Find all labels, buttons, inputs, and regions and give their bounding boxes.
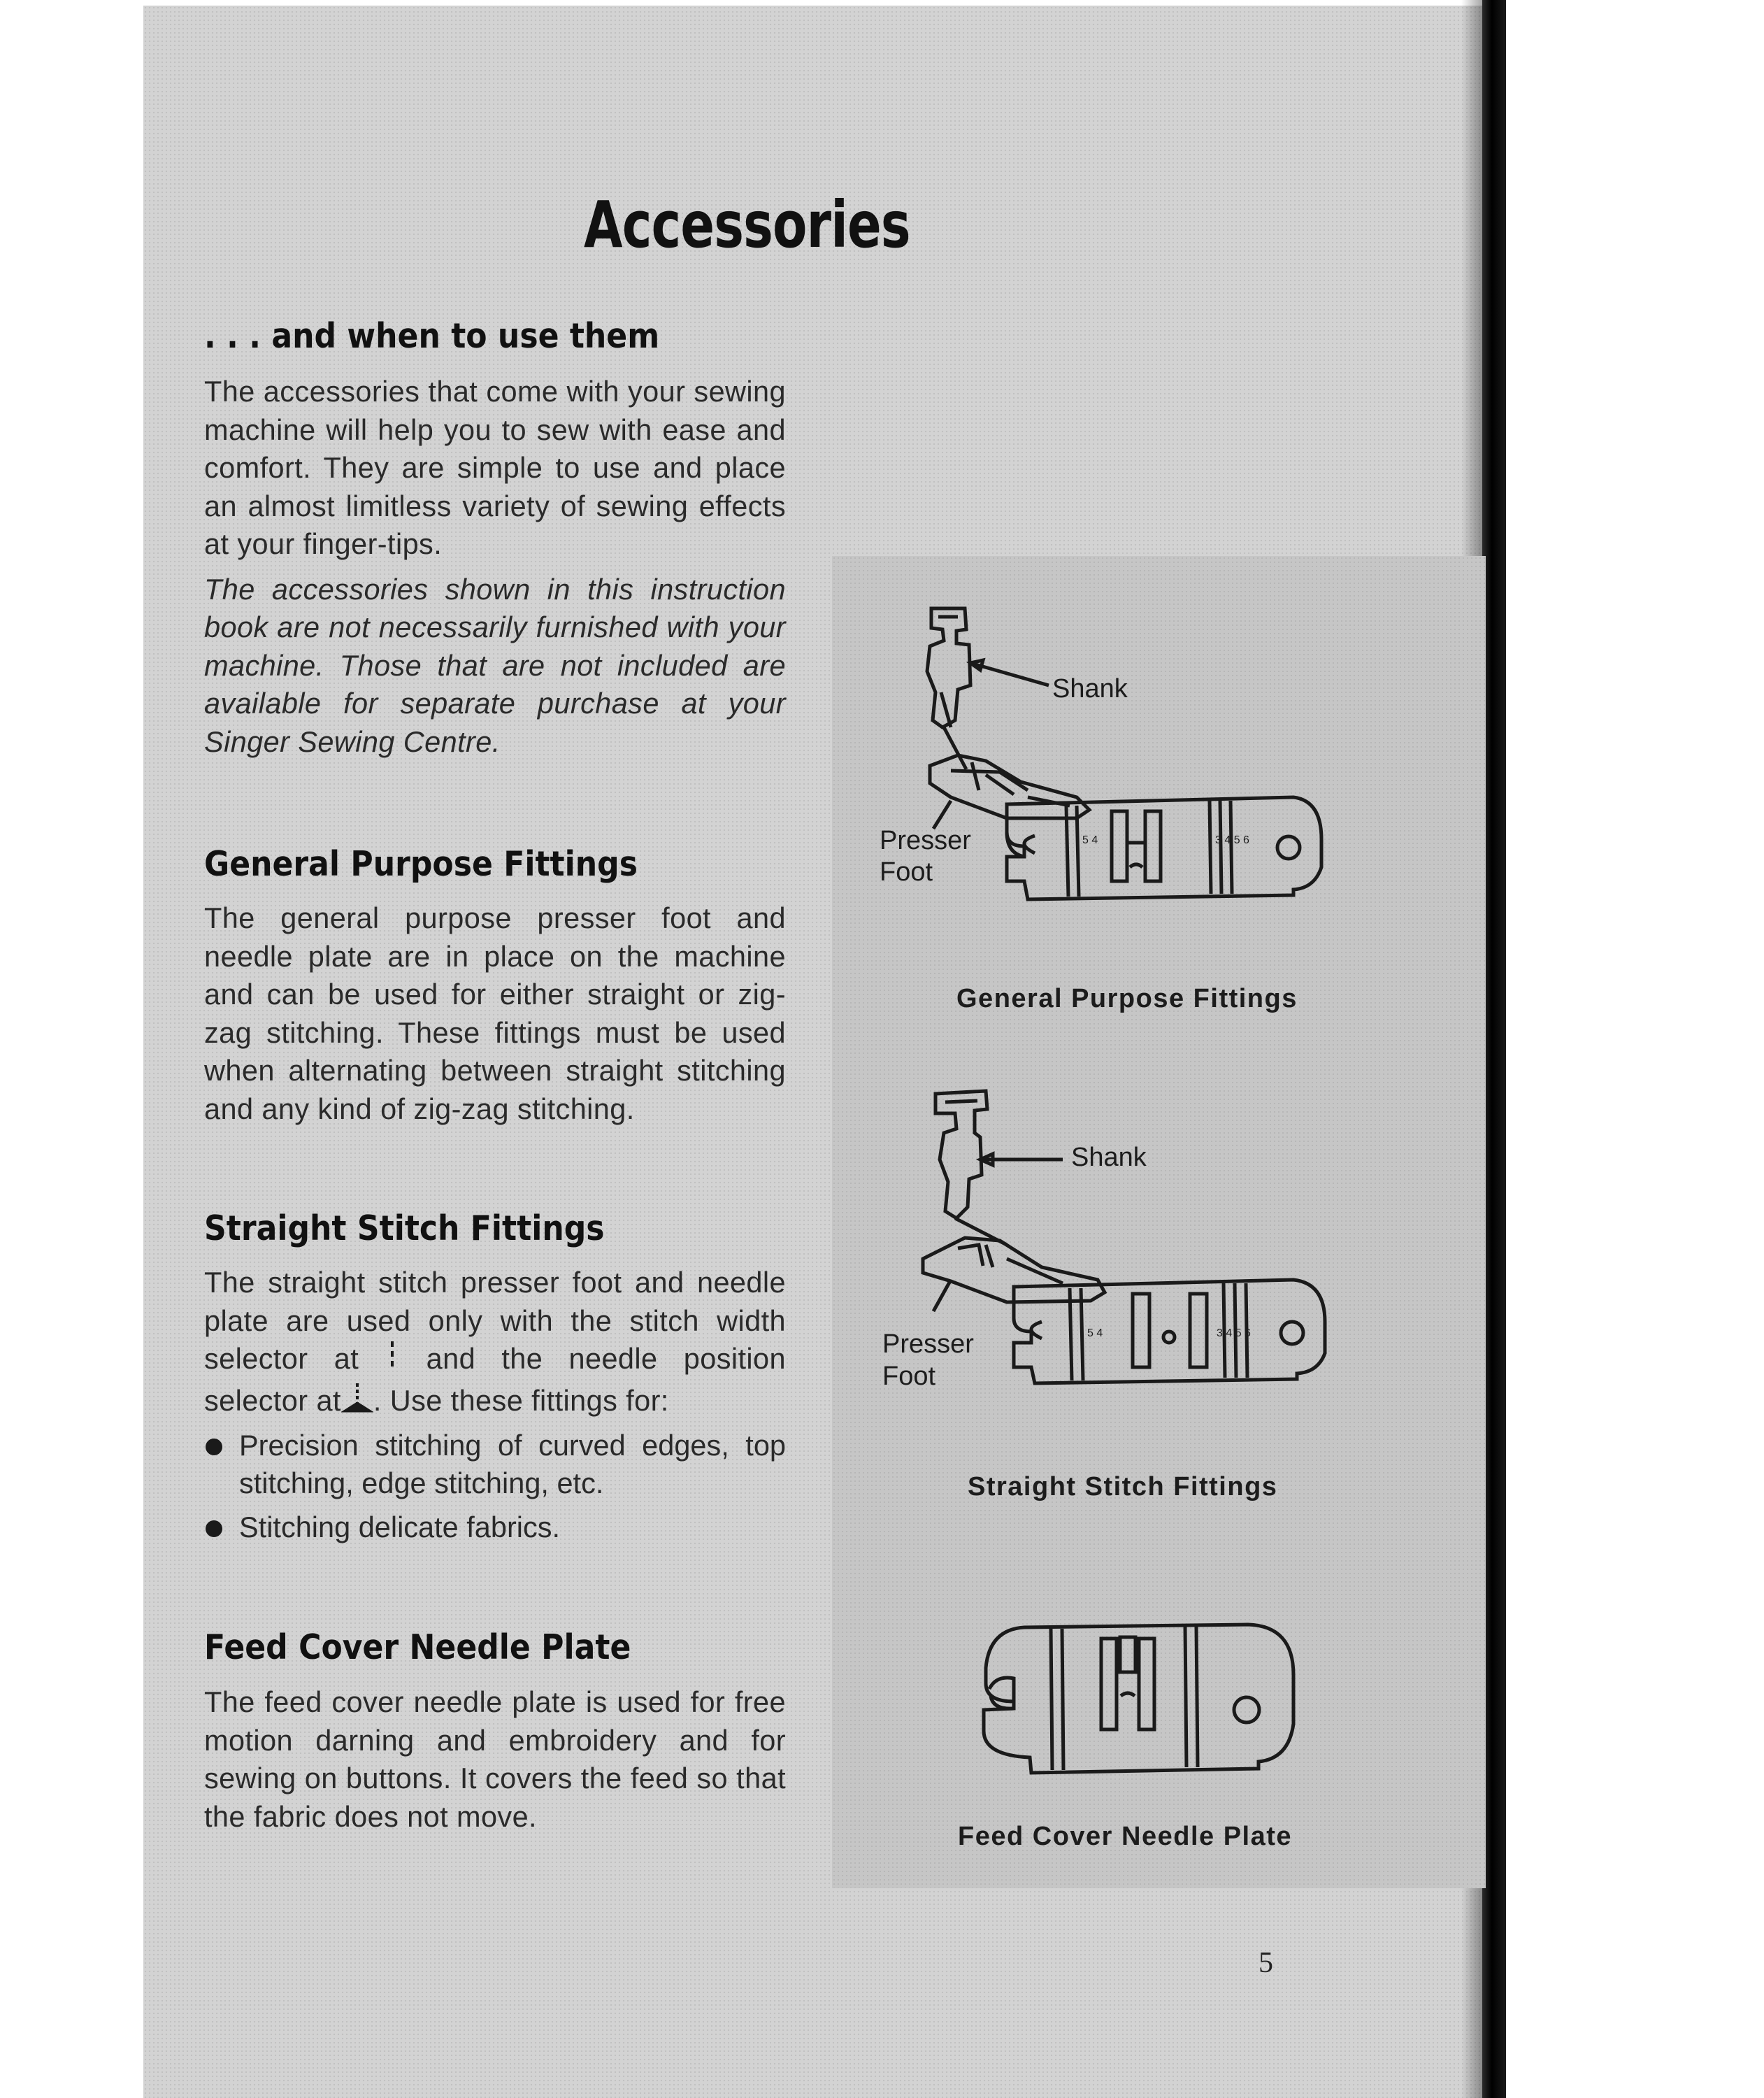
plate-marks-right: 3 4 5 6 — [1215, 834, 1249, 846]
intro-paragraph: The accessories that come with your sewing machine will help you to sew with ease and comfort. They are simple to use and place an almost limitless variety of sewing effects at your finger-tips. — [204, 375, 786, 560]
shank-drawing — [927, 608, 970, 769]
needle-center-position-icon — [341, 1382, 373, 1424]
feed-heading: Feed Cover Needle Plate — [204, 1627, 631, 1667]
plate-marks-right: 3 4 5 6 — [1217, 1327, 1251, 1339]
straight-uses-list — [204, 1427, 786, 1547]
presser-leader — [933, 801, 951, 829]
feed-paragraph: The feed cover needle plate is used for free motion darning and embroidery and for sewing on buttons. It covers the feed so that the fabric does not move. — [204, 1685, 786, 1833]
intro-heading: . . . and when to use them — [204, 316, 660, 356]
foot-label: Foot — [880, 857, 933, 887]
page-title: Accessories — [584, 187, 910, 262]
intro-note: The accessories shown in this instruction book are not necessarily furnished with your machine. Those that are not included are available for separate purchase at your Singer Sewing Centre. — [204, 572, 786, 758]
bullet-icon — [206, 1439, 222, 1455]
general-section — [204, 899, 786, 1128]
straight-paragraph-part1: The straight stitch presser foot and needle plate are used only with the stitch width selector at — [204, 1266, 786, 1375]
list-item: Precision stitching of curved edges, top stitching, edge stitching, etc. — [204, 1427, 786, 1503]
general-purpose-fittings-illustration — [902, 587, 1349, 951]
intro-section — [204, 373, 786, 761]
caption-feed: Feed Cover Needle Plate — [958, 1822, 1293, 1851]
general-paragraph: The general purpose presser foot and needle plate are in place on the machine and can be used for either straight or zig-zag stitching. These fittings must be used when alternating between straight stitching and any kind of zig-zag stitching. — [204, 901, 786, 1125]
foot-label: Foot — [882, 1362, 936, 1391]
caption-straight: Straight Stitch Fittings — [968, 1472, 1278, 1501]
page-number: 5 — [1259, 1947, 1273, 1979]
general-heading: General Purpose Fittings — [204, 844, 638, 884]
straight-stitch-fittings-illustration — [902, 1070, 1349, 1434]
presser-leader — [933, 1280, 951, 1311]
plate-marks-left: 5 4 — [1082, 834, 1098, 846]
straight-paragraph — [204, 1264, 786, 1424]
shank-drawing — [935, 1091, 1007, 1245]
shank-label: Shank — [1071, 1143, 1147, 1172]
presser-label: Presser — [882, 1329, 974, 1359]
stitch-width-straight-icon — [385, 1340, 400, 1382]
straight-paragraph-part2: and the needle position selector at — [204, 1342, 786, 1417]
caption-general: General Purpose Fittings — [956, 984, 1298, 1013]
bullet-icon — [206, 1520, 222, 1537]
needle-plate-drawing — [1014, 1280, 1325, 1383]
straight-paragraph-part3: . Use these fittings for: — [373, 1383, 669, 1417]
shank-label: Shank — [1052, 674, 1128, 704]
presser-label: Presser — [880, 826, 971, 855]
straight-heading: Straight Stitch Fittings — [204, 1208, 605, 1248]
book-spine — [1482, 0, 1506, 2098]
feed-section — [204, 1683, 786, 1836]
plate-marks-left: 5 4 — [1087, 1327, 1103, 1339]
straight-section — [204, 1264, 786, 1546]
needle-plate-drawing — [1007, 797, 1321, 899]
list-item: Stitching delicate fabrics. — [204, 1508, 786, 1547]
feed-cover-needle-plate-illustration — [975, 1619, 1304, 1787]
